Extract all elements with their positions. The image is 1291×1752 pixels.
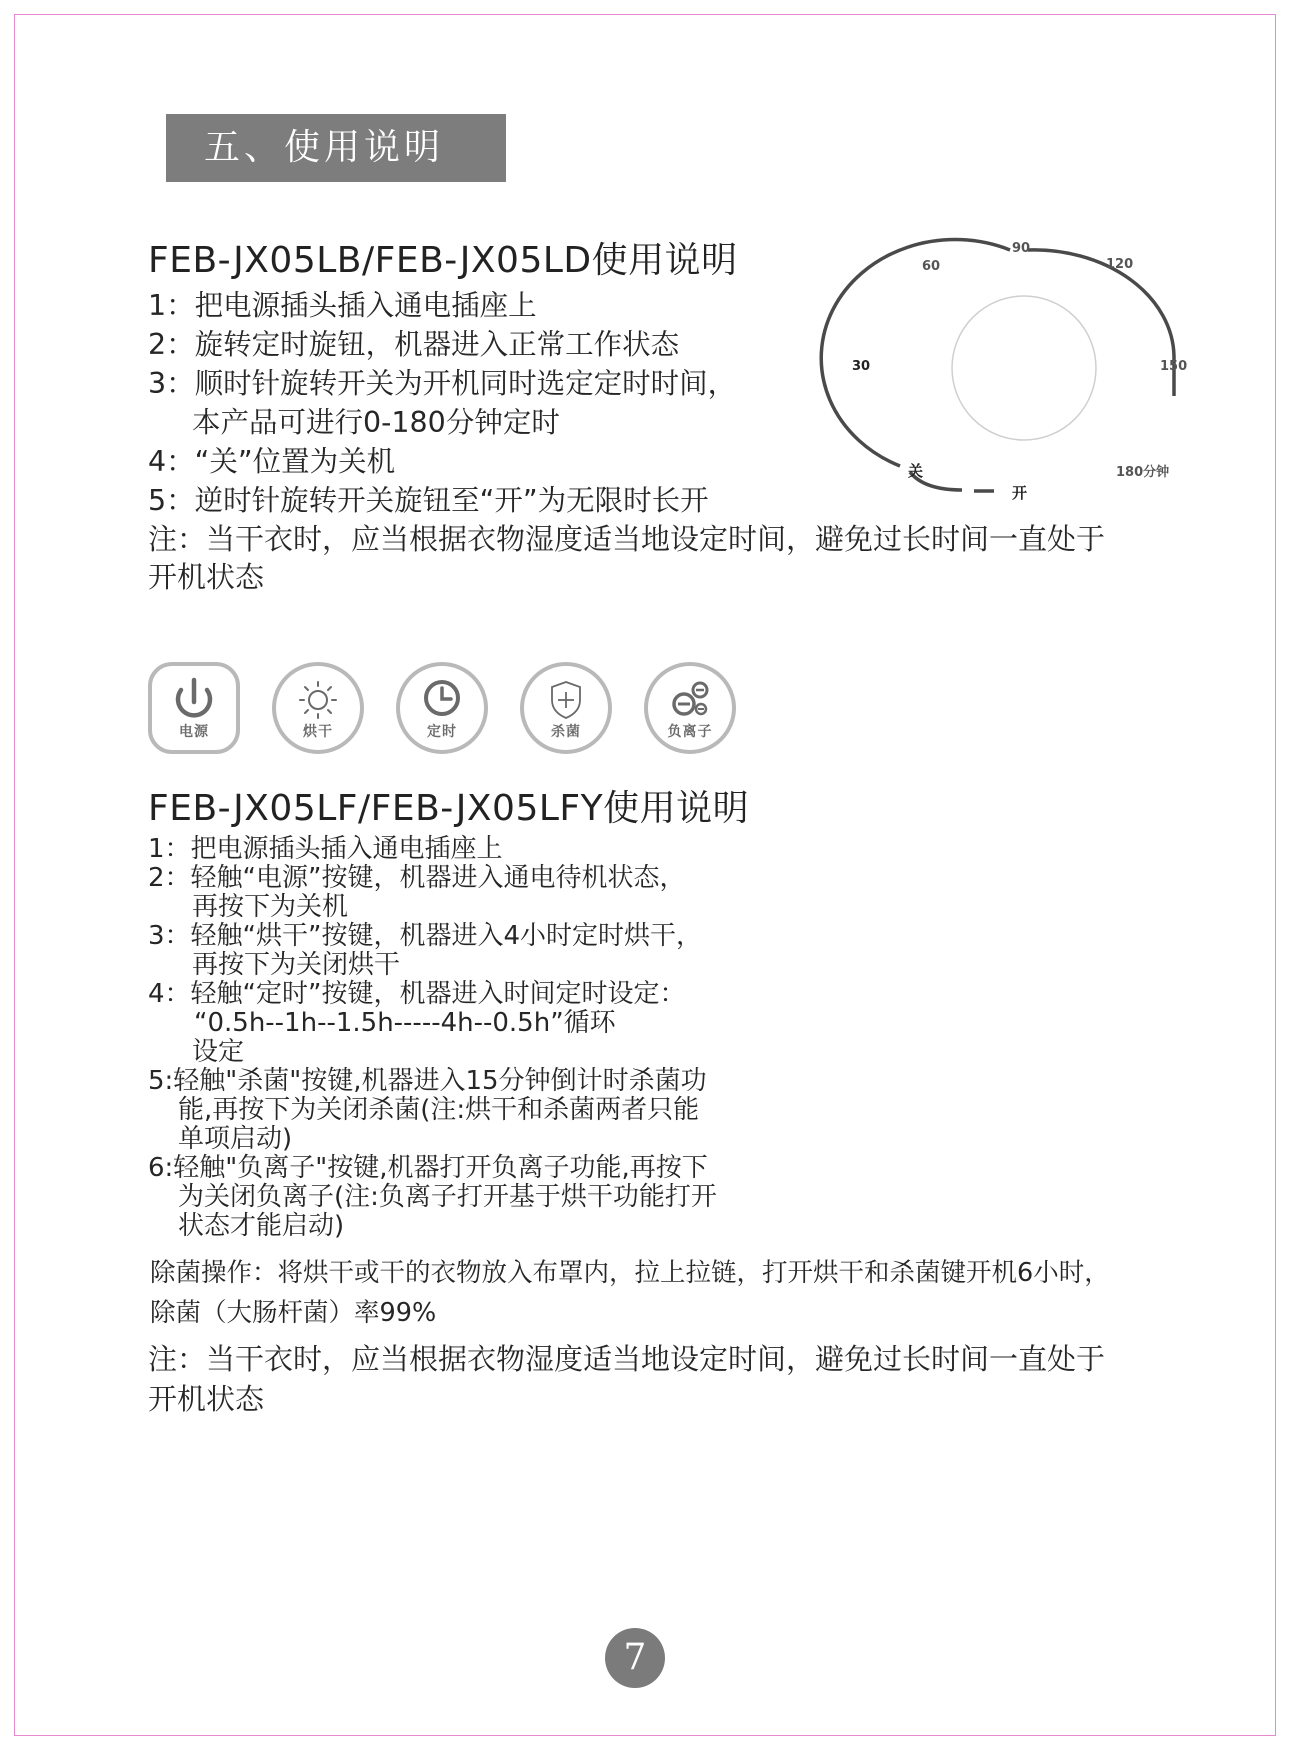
sterilize-button[interactable] — [520, 662, 612, 754]
timer-button[interactable] — [396, 662, 488, 754]
dial-label-180: 180分钟 — [1116, 465, 1170, 480]
model1-note-cont: 开机状态 — [148, 560, 265, 594]
model1-step: 本产品可进行0-180分钟定时 — [192, 406, 560, 439]
model2-step: 设定 — [192, 1037, 245, 1067]
timer-dial-diagram — [844, 236, 1188, 506]
model2-step: 单项启动) — [178, 1124, 293, 1154]
dial-arc-left — [821, 240, 1010, 466]
power-button[interactable] — [148, 662, 240, 754]
dial-knob — [952, 296, 1096, 440]
model1-note: 注：当干衣时，应当根据衣物湿度适当地设定时间，避免过长时间一直处于 — [148, 522, 1106, 556]
timer-button-label: 定时 — [427, 724, 457, 740]
dial-label-off: 关 — [908, 462, 924, 480]
dial-label-60: 60 — [922, 259, 941, 274]
dry-button-label: 烘干 — [303, 724, 333, 740]
model2-step: 3：轻触“烘干”按键，机器进入4小时定时烘干， — [148, 921, 703, 951]
model2-step: 状态才能启动) — [178, 1211, 345, 1241]
model2-step: 5:轻触"杀菌"按键,机器进入15分钟倒计时杀菌功 — [148, 1066, 707, 1096]
model2-step: 为关闭负离子(注:负离子打开基于烘干功能打开 — [178, 1182, 717, 1212]
model2-note: 注：当干衣时，应当根据衣物湿度适当地设定时间，避免过长时间一直处于 — [148, 1342, 1106, 1376]
dial-label-on: 开 — [1012, 484, 1028, 502]
negative-ion-button-label: 负离子 — [667, 724, 713, 740]
dial-label-150: 150 — [1160, 359, 1188, 374]
model1-step: 4：“关”位置为关机 — [148, 445, 396, 478]
control-panel — [148, 662, 738, 760]
model2-step: 4：轻触“定时”按键，机器进入时间定时设定： — [148, 979, 686, 1009]
dial-label-30: 30 — [852, 359, 871, 374]
negative-ion-button[interactable] — [644, 662, 736, 754]
model1-step: 1：把电源插头插入通电插座上 — [148, 289, 537, 322]
model1-title: FEB-JX05LB/FEB-JX05LD使用说明 — [148, 240, 738, 281]
sterilize-operation: 除菌操作：将烘干或干的衣物放入布罩内，拉上拉链，打开烘干和杀菌键开机6小时， — [150, 1258, 1110, 1288]
power-button-label: 电源 — [179, 724, 209, 740]
model1-step: 5：逆时针旋转开关旋钮至“开”为无限时长开 — [148, 484, 709, 517]
model2-title: FEB-JX05LF/FEB-JX05LFY使用说明 — [148, 788, 750, 829]
section-title: 五、使用说明 — [166, 114, 506, 182]
dial-arc-right — [1028, 250, 1174, 396]
model2-note-cont: 开机状态 — [148, 1382, 265, 1416]
model2-step: 能,再按下为关闭杀菌(注:烘干和杀菌两者只能 — [178, 1095, 700, 1125]
sterilize-button-label: 杀菌 — [551, 724, 581, 740]
model2-step: 再按下为关机 — [192, 892, 349, 922]
dial-label-120: 120 — [1106, 257, 1134, 272]
model1-step: 2：旋转定时旋钮，机器进入正常工作状态 — [148, 328, 680, 361]
timer-dial-svg — [844, 236, 1188, 506]
model1-step: 3：顺时针旋转开关为开机同时选定定时时间， — [148, 367, 737, 400]
page-number: 7 — [605, 1628, 665, 1688]
dial-label-90: 90 — [1012, 241, 1031, 256]
model2-step: 6:轻触"负离子"按键,机器打开负离子功能,再按下 — [148, 1153, 708, 1183]
model2-step: 2：轻触“电源”按键，机器进入通电待机状态， — [148, 863, 686, 893]
sterilize-rate: 除菌（大肠杆菌）率99% — [150, 1298, 437, 1328]
model2-step: 再按下为关闭烘干 — [192, 950, 401, 980]
dry-button[interactable] — [272, 662, 364, 754]
model2-step: 1：把电源插头插入通电插座上 — [148, 834, 503, 864]
model2-step: “0.5h--1h--1.5h-----4h--0.5h”循环 — [194, 1008, 616, 1038]
